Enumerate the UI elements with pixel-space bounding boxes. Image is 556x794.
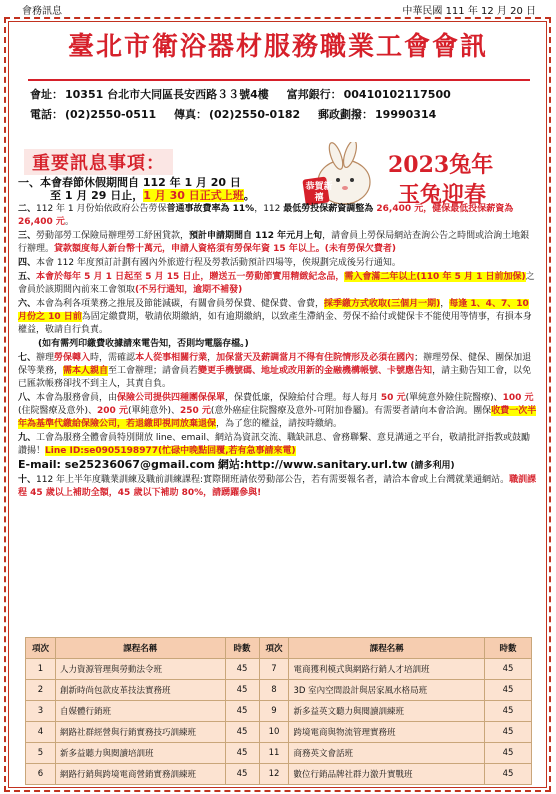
phone-label: 電話： <box>30 108 63 121</box>
index-cell: 6 <box>26 764 56 785</box>
hours-cell: 45 <box>485 743 532 764</box>
hours-cell: 45 <box>225 764 259 785</box>
postal-label: 郵政劃撥： <box>318 108 374 121</box>
banner-year: 2023兔年 <box>388 152 494 178</box>
hours-cell: 45 <box>485 764 532 785</box>
email-link[interactable]: E-mail: se25236067@gmail.com <box>18 458 215 471</box>
index-cell: 11 <box>259 743 289 764</box>
course-name-cell: 數位行銷品牌社群力激升實戰班 <box>289 764 485 785</box>
notice-item-6-note: (如有需列印繳費收據請來電告知，否則均電腦存檔。) <box>38 339 249 349</box>
table-row <box>26 722 532 743</box>
course-name-cell: 自媒體行銷班 <box>55 701 225 722</box>
course-table <box>25 637 532 785</box>
info-line-2 <box>30 106 450 122</box>
notice-item-3: 三、勞動部勞工保險局辦理勞工紓困貸款，預計申請期間自 112 年元月上旬，請會員上勞保局網站查詢公告之時間或洽詢土地銀行辦理。貸款額度每人新台幣十萬元，申請人資格須有勞保年資 15 年以上。(未有勞保欠費者) <box>18 231 530 254</box>
header-category: 會務訊息 <box>22 6 62 17</box>
title-divider <box>28 79 530 81</box>
notice-heading: 重要訊息事項： <box>24 149 173 175</box>
table-row <box>26 764 532 785</box>
greeting-tag: 恭賀新禧 <box>305 182 333 203</box>
hours-cell: 45 <box>225 701 259 722</box>
notice-item-2: 二、112 年 1 月份始依政府公告勞保普通事故費率為 11%，112 最低勞投保薪資調整為 26,400 元，健保最低投保薪資為 26,400 元。 <box>18 204 514 227</box>
bank-value: 00410102117500 <box>343 88 451 101</box>
notice-item-6: 六、本會為利各項業務之推展及節能減碳，有關會員勞保費、健保費、會費，採季繳方式收取(三個月一期)，每逢 1、4、7、10 月份之 10 日前為固定繳費期，敬請依期繳納，如有逾期繳納，以致產生滯納金、勞保不給付或健保卡不能使用等情事，有損本身權益，敬請自行負責。 <box>18 299 532 335</box>
table-row <box>26 680 532 701</box>
hours-cell: 45 <box>485 680 532 701</box>
index-cell: 10 <box>259 722 289 743</box>
page-title: 臺北市衛浴器材服務職業工會會訊 <box>67 32 488 62</box>
address-label: 會址： <box>30 88 63 101</box>
course-name-cell: 商務英文會話班 <box>289 743 485 764</box>
hours-cell: 45 <box>225 743 259 764</box>
index-cell: 3 <box>26 701 56 722</box>
hours-cell: 45 <box>485 722 532 743</box>
index-cell: 2 <box>26 680 56 701</box>
phone-value: (02)2550-0511 <box>65 108 157 121</box>
fax-label: 傳真： <box>174 108 208 121</box>
top-header <box>22 2 536 16</box>
table-row <box>26 659 532 680</box>
hours-cell: 45 <box>225 659 259 680</box>
course-name-cell: 新多益英文聽力與閱讀訓練班 <box>289 701 485 722</box>
index-cell: 4 <box>26 722 56 743</box>
website-link[interactable]: 網站:http://www.sanitary.url.tw <box>217 458 408 471</box>
notice-item-9: 九、工會為服務全體會員特別開放 line、email、網站為資訊交流、職缺訊息、會務聯繫、意見溝通之平台，敬請批評指教或鼓勵讚揚！Line ID:se0905198977(忙碌中晚點回覆,若有急事請來電) E-mail: se25236067@gmail.com 網站:http://www.sanitary.url.tw (請多利用) <box>18 433 530 471</box>
course-name-cell: 3D 室內空間設計與居家風水格局班 <box>289 680 485 701</box>
header-date: 中華民國 111 年 12 月 20 日 <box>402 6 536 17</box>
table-header-row: 項次 課程名稱 時數 項次 課程名稱 時數 <box>26 638 532 659</box>
index-cell: 12 <box>259 764 289 785</box>
table-row <box>26 701 532 722</box>
course-name-cell: 人力資源管理與勞動法令班 <box>55 659 225 680</box>
notice-item-10: 十、112 年上半年度職業訓練及職前訓練課程:實際開班請依勞動部公告，若有需要報名者，請洽本會或上台灣就業通網站。職訓課程 45 歲以上補助全額，45 歲以下補助 80%，請踴躍參與! <box>18 475 537 498</box>
course-name-cell: 電商獲利模式與網路行銷人才培訓班 <box>289 659 485 680</box>
course-name-cell: 新多益聽力與閱讀培訓班 <box>55 743 225 764</box>
line-id: Line ID:se0905198977(忙碌中晚點回覆,若有急事請來電) <box>45 446 296 456</box>
banner-phrase: 玉兔迎春 <box>398 182 487 208</box>
index-cell: 5 <box>26 743 56 764</box>
table-row <box>26 743 532 764</box>
hours-cell: 45 <box>225 680 259 701</box>
notice-item-7: 七、辦理勞保轉入時，需確認本人從事相關行業，加保當天及薪調當月不得有住院情形及必須在國內；辦理勞保、健保、團保加退保等業務，需本人親自至工會辦理；請會員若變更手機號碼、地址或改用新的金融機構帳號、卡號應告知，請主動告知工會，以免已匯款帳務卻找不到主人，其責自負。 <box>18 353 532 389</box>
postal-value: 19990314 <box>375 108 437 121</box>
notice-list <box>18 176 538 501</box>
index-cell: 9 <box>259 701 289 722</box>
notice-item-1: 一、本會春節休假期間自 112 年 1 月 20 日 至 1 月 29 日止，1 月 30 日正式上班。 <box>18 176 255 202</box>
index-cell: 7 <box>259 659 289 680</box>
notice-item-8: 八、本會為服務會員，由保險公司提供四種團保保單，保費低廉，保險給付合理。每人每月 50 元(單純意外險住院醫療)、100 元(住院醫療及意外)、200 元(單純意外)、250 元(意外癌症住院醫療及意外-可附加眷屬)。有需要者請向本會洽詢。團保收費一次半年為基準代繳給保險公司，若退繳即視同放棄退保，為了您的權益，請按時繳納。 <box>18 393 537 429</box>
course-name-cell: 創新時尚包款皮革技法實務班 <box>55 680 225 701</box>
address-value: 10351 台北市大同區長安西路３３號4樓 <box>65 88 269 101</box>
course-name-cell: 網路社群經營與行銷實務技巧訓練班 <box>55 722 225 743</box>
hours-cell: 45 <box>485 701 532 722</box>
notice-item-4: 四、本會 112 年度預訂計劃有國內外旅遊行程及勞教活動預計四場等，俟規劃完成後另行通知。 <box>18 258 401 268</box>
course-name-cell: 跨境電商與物流管理實務班 <box>289 722 485 743</box>
fax-value: (02)2550-0182 <box>209 108 301 121</box>
info-line-1 <box>30 86 465 102</box>
course-name-cell: 網路行銷與跨境電商營銷實務訓練班 <box>55 764 225 785</box>
hours-cell: 45 <box>485 659 532 680</box>
index-cell: 1 <box>26 659 56 680</box>
hours-cell: 45 <box>225 722 259 743</box>
index-cell: 8 <box>259 680 289 701</box>
notice-item-5: 五、本會於每年 5 月 1 日起至 5 月 15 日止，贈送五一勞動節實用精緻紀念品，需入會滿二年以上(110 年 5 月 1 日前加保)之會員於該期間內前來工會領取(不另行通知，逾期不補發) <box>18 272 535 295</box>
bank-label: 富邦銀行： <box>286 88 342 101</box>
